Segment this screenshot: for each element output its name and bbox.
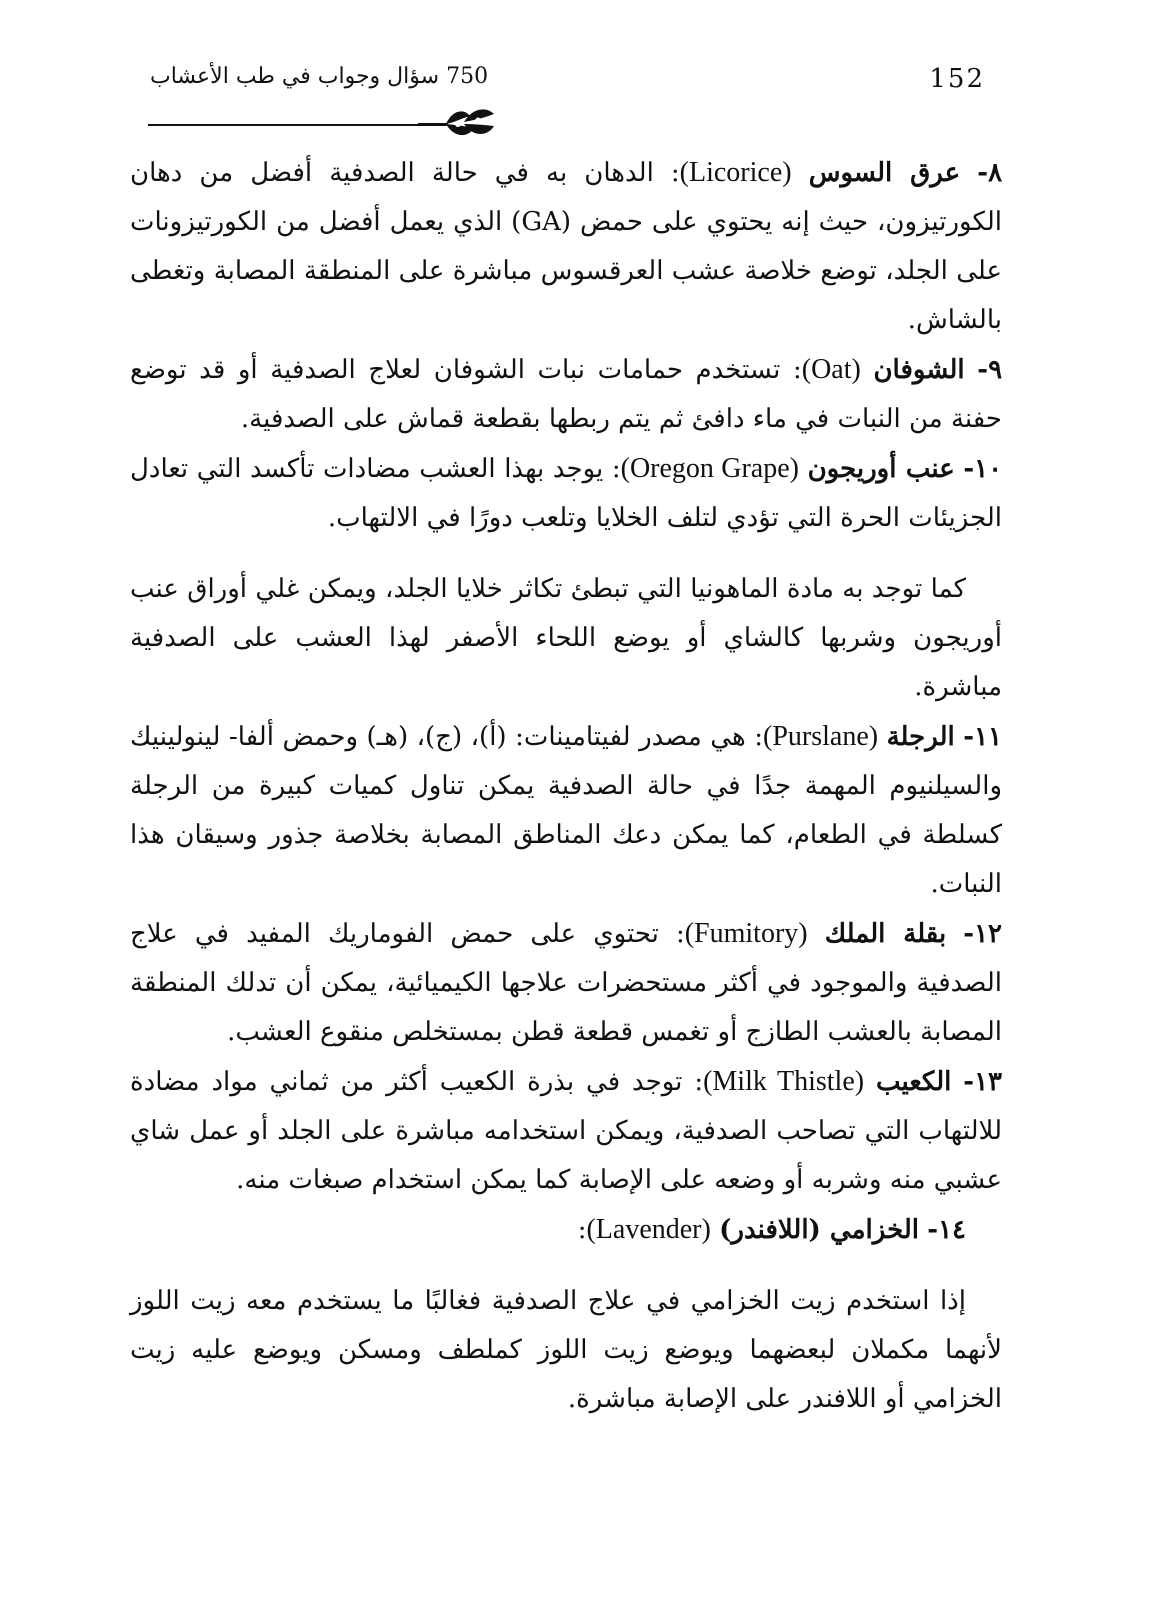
entry-latin-name: (Oat) bbox=[801, 354, 861, 385]
entry-milk-thistle bbox=[130, 1057, 1002, 1205]
entry-oat bbox=[130, 345, 1002, 444]
entry-purslane bbox=[130, 712, 1002, 909]
entry-text: هي مصدر لفيتامينات: (أ)، (ج)، (هـ) وحمض ألفا- لينولينيك والسيلنيوم المهمة جدًا في حالة الصدفية يمكن تناول كميات كبيرة من الرجلة كسلطة في الطعام، كما يمكن دعك المناطق المصابة بخلاصة جذور وسيقان هذا النبات. bbox=[130, 722, 1002, 899]
paragraph-oregon-continued bbox=[130, 565, 1002, 712]
entry-number: ١٣- bbox=[963, 1067, 1003, 1097]
entry-number: ١٤- bbox=[927, 1215, 966, 1245]
entry-latin-name: (Fumitory) bbox=[684, 918, 808, 949]
entry-text: يوجد بهذا العشب مضادات تأكسد التي تعادل الجزيئات الحرة التي تؤدي لتلف الخلايا وتلعب دورًا في الالتهاب. bbox=[130, 454, 1002, 533]
entry-licorice bbox=[130, 148, 1002, 345]
entry-fumitory bbox=[130, 909, 1002, 1057]
entry-text: تحتوي على حمض الفوماريك المفيد في علاج الصدفية والموجود في أكثر مستحضرات علاجها الكيميائية، يمكن أن تدلك المنطقة المصابة بالعشب الطازج أو تغمس قطعة قطن بمستخلص منقوع العشب. bbox=[130, 919, 1002, 1047]
entry-colon: : bbox=[675, 919, 685, 949]
leaf-ornament-icon bbox=[418, 104, 498, 144]
entry-colon: : bbox=[754, 722, 763, 752]
entry-colon: : bbox=[670, 158, 680, 188]
page-header bbox=[150, 58, 985, 108]
entry-colon: : bbox=[611, 454, 621, 484]
entry-term: عنب أوريجون bbox=[807, 454, 955, 484]
entry-oregon-grape bbox=[130, 444, 1002, 543]
header-rule bbox=[148, 124, 448, 126]
paragraph-text: إذا استخدم زيت الخزامي في علاج الصدفية فغالبًا ما يستخدم معه زيت اللوز لأنهما مكملان لبعضهما ويوضع زيت اللوز كملطف ومسكن ويوضع عليه زيت الخزامي أو اللافندر على الإصابة مباشرة. bbox=[130, 1286, 1002, 1414]
page-body bbox=[130, 148, 1002, 1424]
entry-number: ٨- bbox=[977, 158, 1003, 188]
running-title: 750 سؤال وجواب في طب الأعشاب bbox=[150, 64, 489, 89]
entry-term: عرق السوس bbox=[808, 158, 961, 188]
paragraph-text: كما توجد به مادة الماهونيا التي تبطئ تكاثر خلايا الجلد، ويمكن غلي أوراق عنب أوريجون وشربها كالشاي أو يوضع اللحاء الأصفر لهذا العشب على الصدفية مباشرة. bbox=[130, 574, 1002, 702]
entry-text: تستخدم حمامات نبات الشوفان لعلاج الصدفية أو قد توضع حفنة من النبات في ماء دافئ ثم يتم ربطها بقطعة قماش على الصدفية. bbox=[130, 355, 1002, 434]
page-number: 152 bbox=[929, 64, 985, 94]
entry-term: بقلة الملك bbox=[824, 919, 947, 949]
entry-term: الشوفان bbox=[873, 355, 965, 385]
entry-latin-name: (Milk Thistle) bbox=[703, 1066, 865, 1097]
entry-text: الدهان به في حالة الصدفية أفضل من دهان الكورتيزون، حيث إنه يحتوي على حمض (GA) الذي يعمل أفضل من الكورتيزونات على الجلد، توضع خلاصة عشب العرقسوس مباشرة على المنطقة المصابة وتغطى بالشاش. bbox=[130, 158, 1002, 335]
entry-number: ١٢- bbox=[963, 919, 1002, 949]
entry-number: ٩- bbox=[977, 355, 1003, 385]
entry-colon: : bbox=[577, 1215, 587, 1245]
entry-latin-name: (Oregon Grape) bbox=[620, 453, 799, 484]
entry-latin-name: (Lavender) bbox=[586, 1214, 711, 1245]
entry-colon: : bbox=[792, 355, 802, 385]
paragraph-lavender-text bbox=[130, 1277, 1002, 1424]
entry-text: توجد في بذرة الكعيب أكثر من ثماني مواد مضادة للالتهاب التي تصاحب الصدفية، ويمكن استخدامه مباشرة على الجلد أو عمل شاي عشبي منه وشربه أو وضعه على الإصابة كما يمكن استخدام صبغات منه. bbox=[130, 1067, 1002, 1195]
entry-number: ١٠- bbox=[963, 454, 1003, 484]
entry-lavender bbox=[130, 1205, 1002, 1255]
entry-term: الخزامي (اللافندر) bbox=[719, 1215, 919, 1245]
entry-colon: : bbox=[694, 1067, 704, 1097]
entry-term: الكعيب bbox=[875, 1067, 952, 1097]
entry-number: ١١- bbox=[963, 722, 1002, 752]
entry-latin-name: (Purslane) bbox=[762, 721, 879, 752]
entry-term: الرجلة bbox=[886, 722, 955, 752]
entry-latin-name: (Licorice) bbox=[679, 157, 792, 188]
